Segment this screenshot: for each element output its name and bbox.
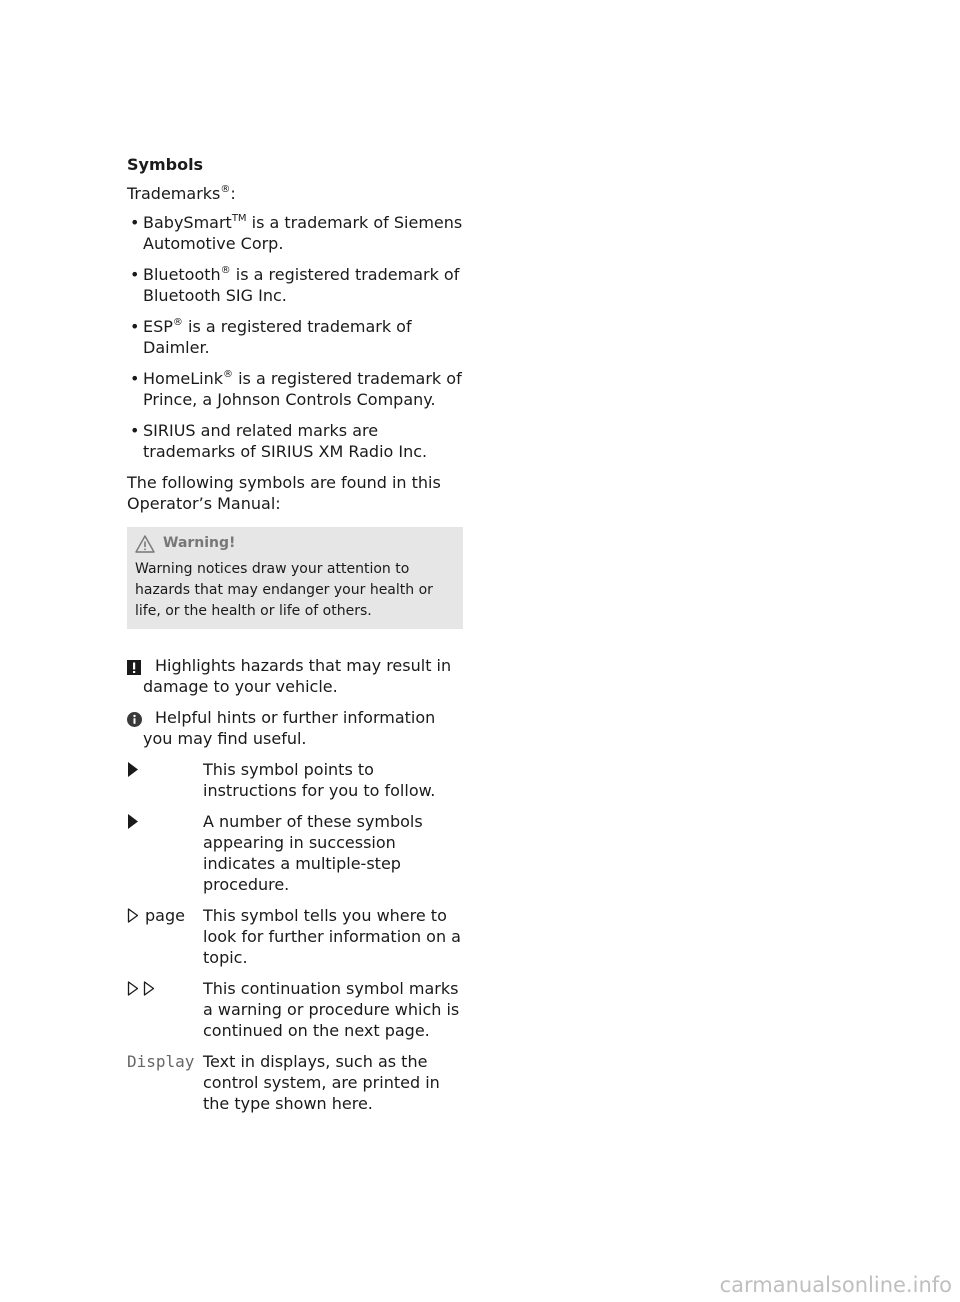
filled-arrow-icon — [127, 762, 139, 777]
warning-triangle-icon — [135, 535, 155, 553]
trademark-name: ESP — [143, 317, 173, 336]
symbol-description: This continuation symbol marks a warning or procedure which is continued on the next page. — [203, 979, 460, 1040]
symbol-row — [127, 1051, 463, 1114]
trademarks-intro-text: Trademarks — [127, 184, 221, 203]
trademark-name: BabySmart — [143, 213, 232, 232]
trademark-text: is a registered trademark of Daimler. — [143, 317, 412, 357]
trademark-sup: ® — [172, 316, 183, 328]
trademark-text: is a trademark of Siemens Automotive Corp. — [143, 213, 463, 253]
exclamation-icon — [127, 659, 141, 680]
bullet-icon: • — [130, 317, 140, 336]
warning-header — [135, 533, 455, 554]
page-title: Symbols — [127, 155, 204, 174]
bullet-icon: • — [130, 265, 140, 284]
bullet-icon: • — [130, 369, 140, 388]
bullet-icon: • — [130, 213, 140, 232]
trademarks-intro-suffix: : — [230, 184, 236, 203]
symbol-cell — [127, 978, 203, 1041]
filled-arrow-icon — [127, 814, 139, 829]
outline-arrow-icon — [127, 981, 139, 996]
symbol-description: This symbol tells you where to look for further information on a topic. — [203, 906, 461, 967]
trademarks-intro-sup: ® — [220, 183, 231, 195]
trademark-text: is a registered trademark of Prince, a Johnson Controls Company. — [143, 369, 462, 409]
trademark-name: SIRIUS and related marks are trademarks of SIRIUS XM Radio Inc. — [143, 421, 428, 461]
symbol-cell — [127, 811, 203, 895]
warning-box — [127, 527, 463, 629]
info-note-text: Helpful hints or further information you may find useful. — [143, 708, 436, 748]
list-item — [127, 264, 463, 306]
trademark-sup: ® — [220, 264, 231, 276]
symbol-row — [127, 759, 463, 801]
bullet-icon: • — [130, 421, 140, 440]
trademark-name: HomeLink — [143, 369, 224, 388]
symbol-cell — [127, 1051, 203, 1114]
list-item — [127, 368, 463, 410]
symbols-intro: The following symbols are found in this Operator’s Manual: — [127, 473, 441, 513]
list-item — [127, 212, 463, 254]
symbol-cell — [127, 759, 203, 801]
trademarks-intro — [127, 183, 463, 204]
page-content — [127, 154, 463, 1124]
symbol-description: Text in displays, such as the control system, are printed in the type shown here. — [203, 1052, 440, 1113]
trademark-sup: ® — [223, 368, 234, 380]
symbol-cell — [127, 905, 203, 968]
trademark-text: is a registered trademark of Bluetooth SIG Inc. — [143, 265, 460, 305]
trademark-sup: TM — [231, 212, 247, 224]
list-item — [127, 316, 463, 358]
info-note — [127, 707, 463, 749]
symbol-row — [127, 978, 463, 1041]
symbol-description: A number of these symbols appearing in succession indicates a multiple-step procedure. — [203, 812, 423, 894]
warning-title: Warning! — [163, 535, 236, 551]
hazard-note — [127, 655, 463, 697]
symbol-row — [127, 905, 463, 968]
symbol-description: This symbol points to instructions for you to follow. — [203, 760, 436, 800]
warning-text: Warning notices draw your attention to hazards that may endanger your health or life, or the health or life of others. — [135, 561, 433, 619]
trademark-name: Bluetooth — [143, 265, 221, 284]
display-label: Display — [127, 1052, 195, 1071]
hazard-note-text: Highlights hazards that may result in damage to your vehicle. — [143, 656, 452, 696]
list-item — [127, 420, 463, 462]
outline-arrow-icon — [143, 981, 155, 996]
footer-watermark: carmanualsonline.info — [719, 1273, 952, 1297]
info-icon — [127, 711, 142, 732]
page-label: page — [145, 906, 185, 925]
symbol-row — [127, 811, 463, 895]
outline-arrow-icon — [127, 908, 139, 923]
